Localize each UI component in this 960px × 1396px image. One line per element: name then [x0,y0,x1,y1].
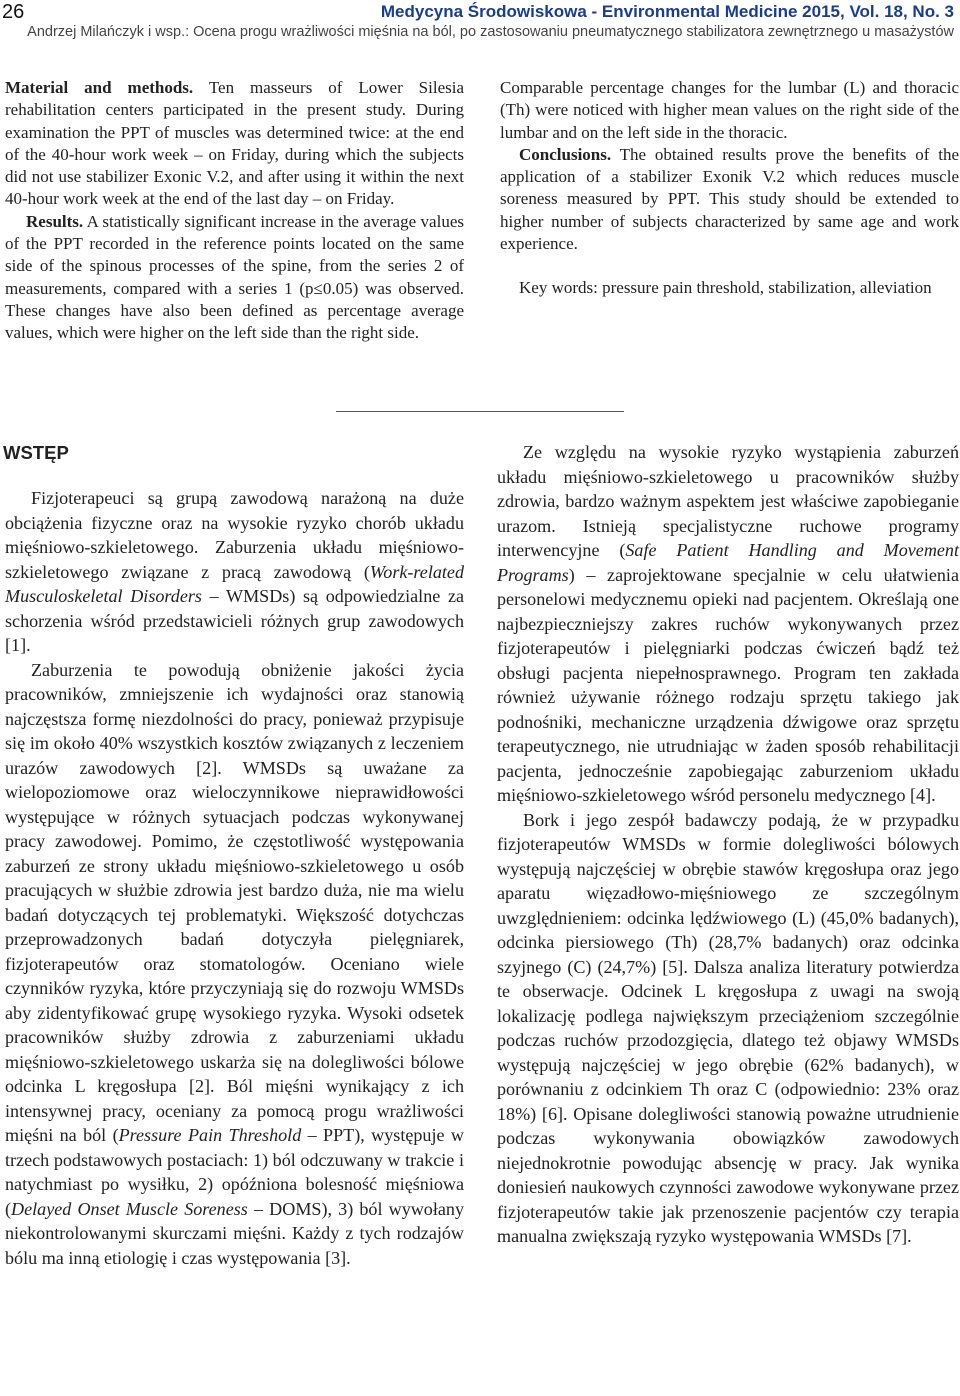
emphasis: Pressure Pain Threshold [118,1125,302,1145]
abstract-methods [5,77,464,211]
results-label: Results. [26,211,84,231]
abstract-conclusions [500,144,959,255]
body-paragraph: Zaburzenia te powodują obniżenie jakości życia pracowników, zmniejszenie ich wydajności oraz stanowią najczęstsza formę niezdolności do pracy, ponieważ przypisuje się im około 40% wszystkich kosztów związanych z leczeniem urazów zawodowych [2]. WMSDs są uważane za wielopoziomowe oraz wieloczynnikowe nieprawidłowości występujące w różnych sytuacjach podczas wykonywanej pracy zawodowej. Pomimo, że częstotliwość występowania zaburzeń ze strony układu mięśniowo-szkieletowego u osób pracujących w służbie zdrowia jest bardzo duża, nie ma wielu badań dotyczących tej problematyki. Większość dotychczas przeprowadzonych badań dotyczyła pielęgniarek, fizjoterapeutów oraz stomatologów. Oceniano wiele czynników ryzyka, które przyczyniają się do rozwoju WMSDs aby zidentyfikować grupę wysokiego ryzyka. Wysoki odsetek pracowników służby zdrowia z zaburzeniami układu mięśniowo-szkieletowego uskarża się na dolegliwości bólowe odcinka L kręgosłupa [2]. Ból mięśni wynikający z ich intensywnej pracy, oceniany za pomocą progu wrażliwości mięśni na ból (Pressure Pain Threshold – PPT), występuje w trzech podstawowych postaciach: 1) ból odczuwany w trakcie i natychmiast po wysiłku, 2) opóźniona bolesność mięśniowa (Delayed Onset Muscle Soreness – DOMS), 3) ból wywołany niekontrolowanymi skurczami mięśni. Każdy z tych rodzajów bólu ma inną etiologię i czas występowania [3]. [5,659,465,1268]
body-right-column [497,440,959,1249]
conclusions-text: The obtained results prove the benefits of the application of a stabilizer Exonik V.2 which reduces muscle soreness measured by PPT. This study should be extended to higher number of subjects characterized by same age and work experience. [500,144,959,254]
body-paragraph: Fizjoterapeuci są grupą zawodową narażoną na duże obciążenia fizyczne oraz na wysokie ryzyko chorób układu mięśniowo-szkieletowego. Zaburzenia układu mięśniowo-szkieletowego związane z pracą zawodową (Work-related Musculoskeletal Disorders – WMSDs) są odpowiedzialne za schorzenia wśród przedstawicieli różnych grup zawodowych [1]. [5,488,465,655]
body-paragraph: Bork i jego zespół badawczy podają, że w przypadku fizjoterapeutów WMSDs w formie dolegliwości bólowych występują najczęściej w obrębie stawów kręgosłupa oraz jego aparatu więzadłowo-mięśniowego ze szczególnym uwzględnieniem: odcinka lędźwiowego (L) (45,0% badanych), odcinka piersiowego (Th) (28,7% badanych) oraz odcinka szyjnego (C) (24,7%) [5]. Dalsza analiza literatury potwierdza te obserwacje. Odcinek L kręgosłupa z uwagi na swoją lokalizację podlega największym przeciążeniom szczególnie podczas ruchów przodozgięcia, dlatego też objawy WMSDs występują najczęściej w jego obrębie (62% badanych), w porównaniu z odcinkiem Th oraz C (odpowiednio: 23% oraz 18%) [6]. Opisane dolegliwości stanowią poważne utrudnienie podczas wykonywania obowiązków zawodowych niejednokrotnie powodując absencję w pracy. Jak wynika doniesień naukowych czynności zawodowe wykonywane przez fizjoterapeutów takie jak przenoszenie pacjentów czy terapia manualna zwiększają ryzyko występowania WMSDs [7]. [497,809,959,1246]
journal-title: Medycyna Środowiskowa - Environmental Medicine 2015, Vol. 18, No. 3 [380,2,954,21]
emphasis: Work-related Musculoskeletal Disorders [5,561,464,606]
conclusions-label: Conclusions. [519,144,612,164]
keywords-text: pressure pain threshold, stabilization, alleviation [597,278,932,298]
page-number: 26 [2,1,25,23]
abstract-keywords [500,277,959,299]
methods-text: Ten masseurs of Lower Silesia rehabilitation centers participated in the present study. During examination the PPT of muscles was determined twice: at the end of the 40-hour work week – on Friday, during which the subjects did not use stabilizer Exonic V.2, and after using it within the next 40-hour work week at the end of the last day – on Friday. [5,78,465,209]
emphasis: Safe Patient Handling and Movement Programs [497,540,959,585]
results-text: A statistically significant increase in the average values of the PPT recorded in the reference points located on the same side of the spinous processes of the spine, from the series 2 of measurements, compared with a series 1 (p≤0.05) was observed. These changes have also been defined as percentage average values, which were higher on the left side than the right side. [5,211,464,343]
abstract-results-continued: Comparable percentage changes for the lumbar (L) and thoracic (Th) were noticed with higher mean values on the right side of the lumbar and on the left side in the thoracic. [500,78,959,142]
abstract-results [5,211,464,345]
body-paragraph: Ze względu na wysokie ryzyko wystąpienia zaburzeń układu mięśniowo-szkieletowego u pracowników służby zdrowia, bardzo ważnym aspektem jest właściwe zapobieganie urazom. Istnieją specjalistyczne ruchowe programy interwencyjne (Safe Patient Handling and Movement Programs) – zaprojektowane specjalnie w celu ułatwienia personelowi medycznemu opieki nad pacjentem. Określają one najbezpieczniejszy zakres ruchów wykonywanych przez fizjoterapeutów i pielęgniarki podczas ćwiczeń bądź też obsługi pacjenta niepełnosprawnego. Program ten zakłada również używanie różnego rodzaju sprzętu takiego jak podnośniki, mechaniczne urządzenia dźwigowe oraz sprzętu terapeutycznego, nie utrudniając w żaden sposób rehabilitacji pacjenta, jednocześnie zapobiegając zaburzeniom układu mięśniowo-szkieletowego wśród personelu medycznego [4]. [497,442,959,805]
section-title: WSTĘP [3,442,69,463]
methods-label: Material and methods. [5,78,194,97]
running-title: Andrzej Milańczyk i wsp.: Ocena progu wrażliwości mięśnia na ból, po zastosowaniu pneumatycznego stabilizatora zewnętrznego u masażystów [27,24,954,40]
body-left-column [5,486,464,1270]
abstract-left-column [5,77,464,345]
emphasis: Delayed Onset Muscle Soreness [11,1198,248,1219]
abstract-right-column [500,77,959,300]
separator-rule [336,411,624,412]
keywords-label: Key words: [519,278,598,298]
